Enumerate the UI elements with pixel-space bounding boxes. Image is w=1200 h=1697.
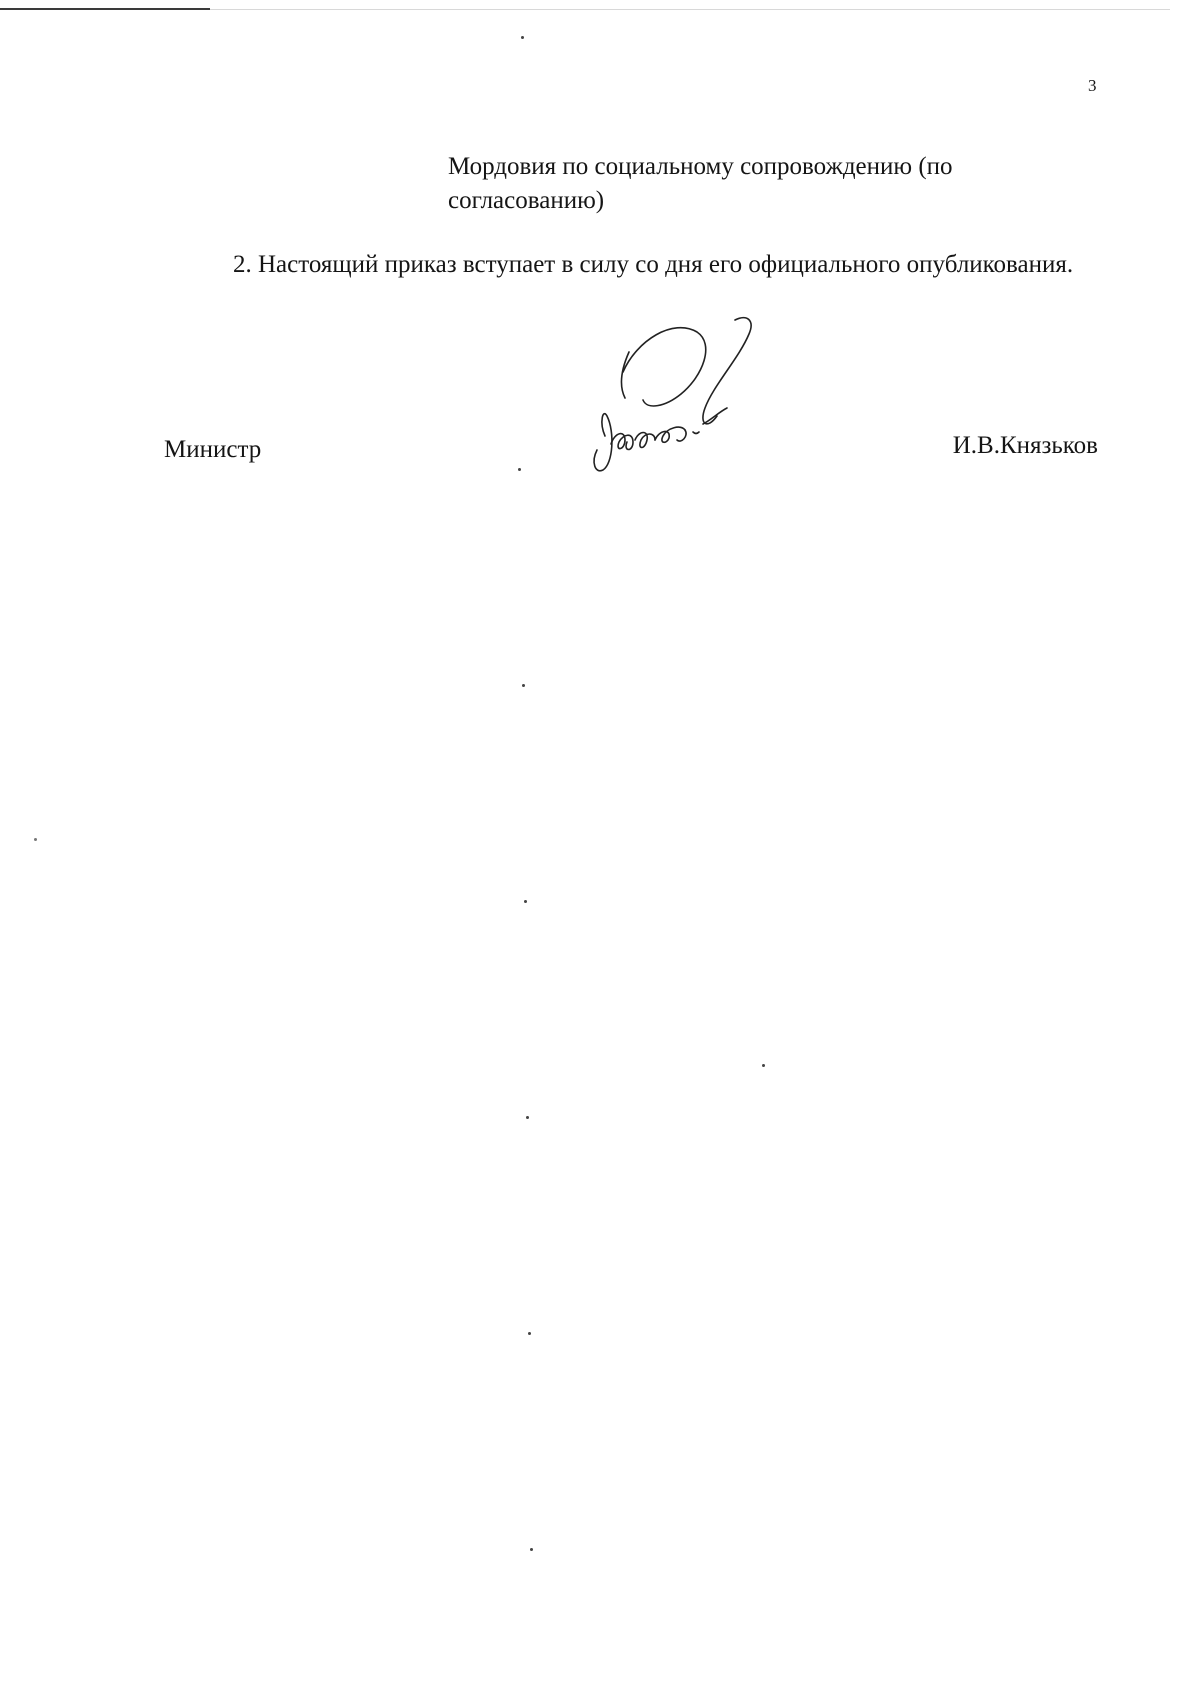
scan-speck	[526, 1116, 529, 1119]
scan-speck	[34, 838, 37, 841]
scan-edge-line	[0, 8, 210, 10]
handwritten-signature-icon	[585, 312, 785, 477]
paragraph-2: 2. Настоящий приказ вступает в силу со дня его официального опубликования.	[233, 251, 1074, 278]
scan-speck	[521, 36, 524, 39]
scan-speck	[762, 1064, 765, 1067]
scan-speck	[528, 1332, 531, 1335]
scan-speck	[518, 468, 521, 471]
continuation-text: Мордовия по социальному сопровождению (по согласованию)	[448, 153, 953, 214]
signatory-position: Министр	[164, 436, 262, 463]
scan-speck	[530, 1548, 533, 1551]
page-number: 3	[1088, 76, 1097, 95]
scan-speck	[524, 900, 527, 903]
signatory-name: И.В.Князьков	[952, 432, 1098, 459]
scan-edge-line-faint	[210, 9, 1170, 10]
scan-speck	[522, 684, 525, 687]
